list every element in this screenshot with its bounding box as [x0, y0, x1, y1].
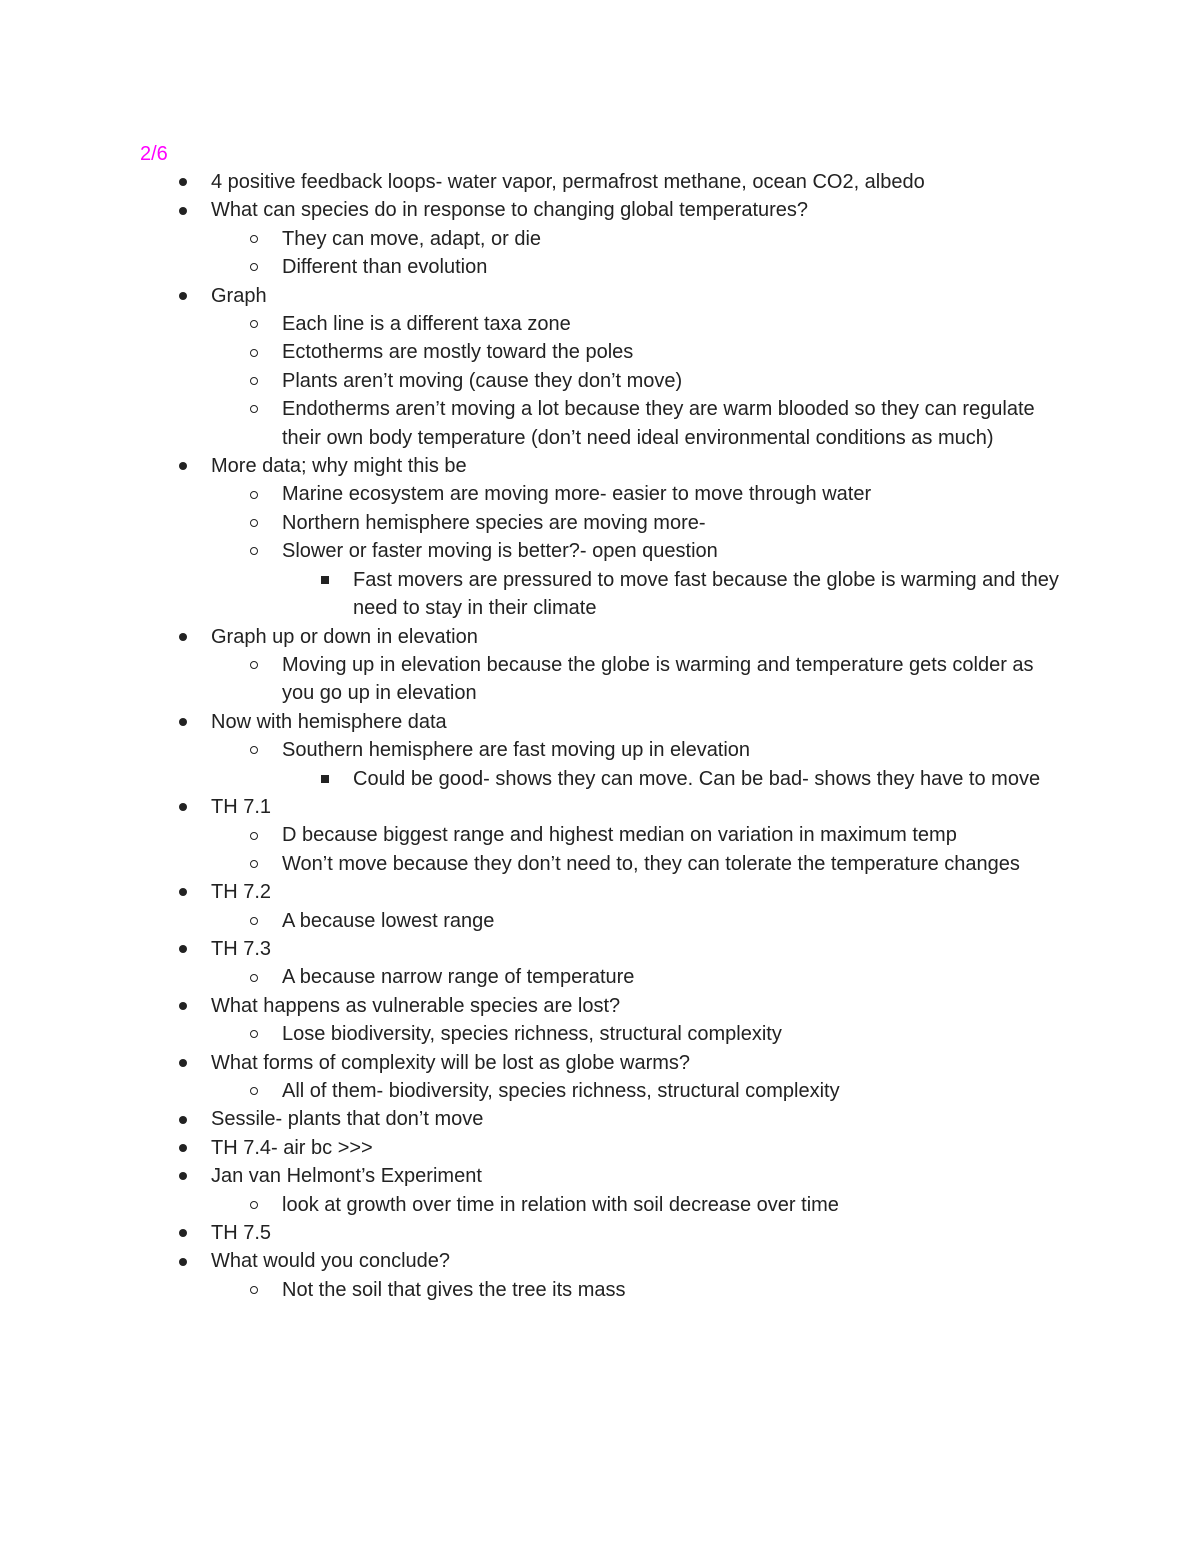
list-item	[140, 395, 1060, 452]
filled-bullet-icon	[176, 708, 190, 736]
list-item	[140, 310, 1060, 338]
hollow-bullet-icon	[247, 338, 261, 366]
filled-bullet-icon	[176, 793, 190, 821]
list-item	[140, 935, 1060, 963]
list-item-text: Now with hemisphere data	[211, 710, 447, 733]
list-item-text: Graph	[211, 284, 267, 307]
filled-bullet-icon	[176, 168, 190, 196]
hollow-bullet-icon	[247, 367, 261, 395]
list-item-text: Each line is a different taxa zone	[282, 313, 571, 336]
list-item	[140, 509, 1060, 537]
list-item-text: Slower or faster moving is better?- open question	[282, 540, 718, 563]
hollow-bullet-icon	[247, 253, 261, 281]
filled-bullet-icon	[176, 1049, 190, 1077]
list-item	[140, 907, 1060, 935]
list-item	[140, 878, 1060, 906]
list-item-text: D because biggest range and highest median on variation in maximum temp	[282, 824, 957, 847]
list-item-text: Moving up in elevation because the globe is warming and temperature gets colder as you go up in elevation	[282, 653, 1034, 705]
list-item	[140, 338, 1060, 366]
list-item	[140, 1276, 1060, 1304]
list-item	[140, 992, 1060, 1020]
filled-bullet-icon	[176, 282, 190, 310]
list-item-text: TH 7.1	[211, 795, 272, 818]
list-item	[140, 537, 1060, 565]
hollow-bullet-icon	[247, 651, 261, 679]
notes-content	[140, 140, 1060, 1304]
list-item	[140, 623, 1060, 651]
hollow-bullet-icon	[247, 821, 261, 849]
hollow-bullet-icon	[247, 509, 261, 537]
list-item	[140, 736, 1060, 764]
hollow-bullet-icon	[247, 1191, 261, 1219]
hollow-bullet-icon	[247, 1077, 261, 1105]
list-item	[140, 253, 1060, 281]
filled-bullet-icon	[176, 1219, 190, 1247]
list-item	[140, 566, 1060, 623]
hollow-bullet-icon	[247, 480, 261, 508]
list-item-text: Won’t move because they don’t need to, they can tolerate the temperature changes	[282, 852, 1020, 875]
list-item	[140, 367, 1060, 395]
hollow-bullet-icon	[247, 736, 261, 764]
list-item-text: Different than evolution	[282, 256, 488, 279]
list-item-text: Lose biodiversity, species richness, structural complexity	[282, 1023, 782, 1046]
filled-bullet-icon	[176, 1105, 190, 1133]
list-item-text: look at growth over time in relation with soil decrease over time	[282, 1193, 839, 1216]
list-item-text: Southern hemisphere are fast moving up in elevation	[282, 739, 751, 762]
list-item	[140, 1049, 1060, 1077]
list-item	[140, 1247, 1060, 1275]
filled-bullet-icon	[176, 1247, 190, 1275]
list-item-text: A because narrow range of temperature	[282, 966, 635, 989]
list-item-text: What would you conclude?	[211, 1250, 451, 1273]
list-item	[140, 452, 1060, 480]
hollow-bullet-icon	[247, 907, 261, 935]
hollow-bullet-icon	[247, 225, 261, 253]
date-heading: 2/6	[140, 143, 168, 165]
square-bullet-icon	[318, 566, 332, 594]
filled-bullet-icon	[176, 878, 190, 906]
filled-bullet-icon	[176, 935, 190, 963]
hollow-bullet-icon	[247, 537, 261, 565]
filled-bullet-icon	[176, 623, 190, 651]
list-item-text: TH 7.2	[211, 881, 272, 904]
list-item-text: Fast movers are pressured to move fast because the globe is warming and they need to stay in their climate	[353, 568, 1059, 620]
list-item-text: TH 7.3	[211, 937, 272, 960]
list-item	[140, 765, 1060, 793]
list-item-text: Plants aren’t moving (cause they don’t move)	[282, 369, 683, 392]
list-item	[140, 850, 1060, 878]
list-item	[140, 708, 1060, 736]
list-item-text: Graph up or down in elevation	[211, 625, 478, 648]
hollow-bullet-icon	[247, 395, 261, 423]
list-item-text: Not the soil that gives the tree its mass	[282, 1278, 626, 1301]
list-item-text: TH 7.5	[211, 1222, 272, 1245]
hollow-bullet-icon	[247, 963, 261, 991]
list-item-text: What happens as vulnerable species are lost?	[211, 994, 621, 1017]
list-item	[140, 1219, 1060, 1247]
list-item-text: More data; why might this be	[211, 455, 467, 478]
hollow-bullet-icon	[247, 1276, 261, 1304]
list-item	[140, 1191, 1060, 1219]
list-item-text: Ectotherms are mostly toward the poles	[282, 341, 634, 364]
list-item	[140, 196, 1060, 224]
list-item-text: 4 positive feedback loops- water vapor, permafrost methane, ocean CO2, albedo	[211, 171, 925, 193]
list-item-text: What forms of complexity will be lost as globe warms?	[211, 1051, 691, 1074]
filled-bullet-icon	[176, 1162, 190, 1190]
list-item-text: All of them- biodiversity, species richness, structural complexity	[282, 1080, 840, 1102]
list-item-text: Endotherms aren’t moving a lot because they are warm blooded so they can regulate their own body temperature (don’t need ideal environmental conditions as much)	[282, 398, 1035, 449]
list-item-text: What can species do in response to changing global temperatures?	[211, 199, 809, 222]
list-item	[140, 1105, 1060, 1133]
list-item-text: TH 7.4- air bc >>>	[211, 1136, 373, 1159]
list-item	[140, 480, 1060, 508]
list-item	[140, 963, 1060, 991]
list-item	[140, 1162, 1060, 1190]
list-item-text: Northern hemisphere species are moving more-	[282, 511, 706, 534]
filled-bullet-icon	[176, 196, 190, 224]
list-item-text: Marine ecosystem are moving more- easier to move through water	[282, 483, 872, 506]
list-item	[140, 225, 1060, 253]
square-bullet-icon	[318, 765, 332, 793]
list-item-text: Sessile- plants that don’t move	[211, 1108, 484, 1131]
hollow-bullet-icon	[247, 850, 261, 878]
hollow-bullet-icon	[247, 1020, 261, 1048]
list-item	[140, 282, 1060, 310]
filled-bullet-icon	[176, 452, 190, 480]
filled-bullet-icon	[176, 1134, 190, 1162]
list-item	[140, 1077, 1060, 1105]
list-item-text: A because lowest range	[282, 909, 495, 932]
list-item	[140, 168, 1060, 196]
list-item	[140, 651, 1060, 708]
hollow-bullet-icon	[247, 310, 261, 338]
list-item-text: Could be good- shows they can move. Can be bad- shows they have to move	[353, 767, 1041, 790]
list-item	[140, 1134, 1060, 1162]
notes-list	[140, 168, 1060, 1304]
list-item	[140, 793, 1060, 821]
list-item-text: Jan van Helmont’s Experiment	[211, 1165, 482, 1188]
list-item	[140, 821, 1060, 849]
list-item-text: They can move, adapt, or die	[282, 227, 542, 250]
list-item	[140, 1020, 1060, 1048]
filled-bullet-icon	[176, 992, 190, 1020]
